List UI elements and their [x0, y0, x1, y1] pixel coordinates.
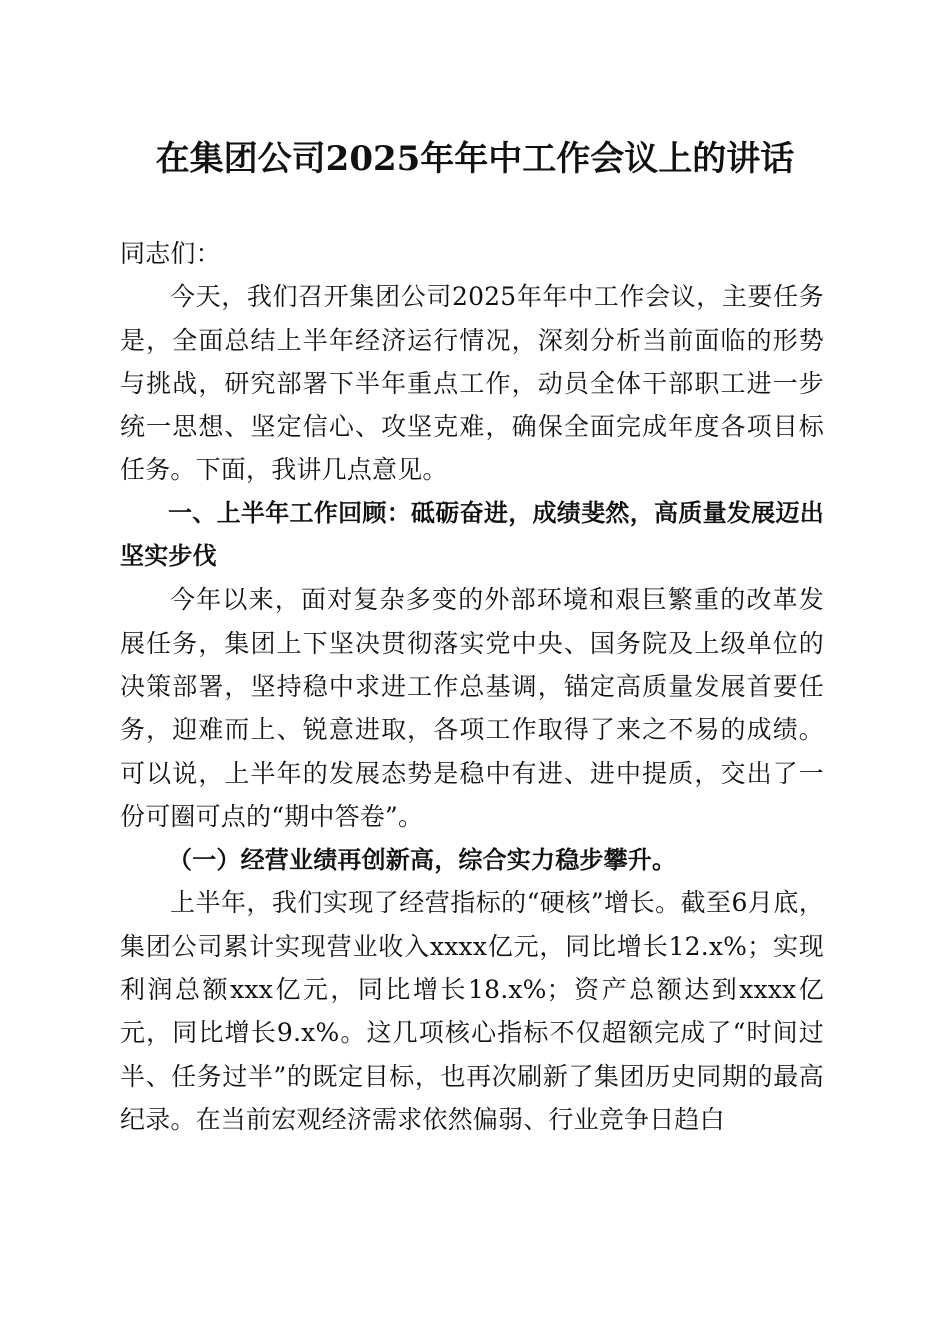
- intro-paragraph: 今天，我们召开集团公司2025年年中工作会议，主要任务是，全面总结上半年经济运行情况，深刻分析当前面临的形势与挑战，研究部署下半年重点工作，动员全体干部职工进一步统一思想、坚定信心、攻坚克难，确保全面完成年度各项目标任务。下面，我讲几点意见。: [120, 282, 824, 485]
- document-body: [120, 232, 824, 1141]
- subsection-1-paragraph: 上半年，我们实现了经营指标的“硬核”增长。截至6月底，集团公司累计实现营业收入xxxx亿元，同比增长12.x%；实现利润总额xxx亿元，同比增长18.x%；资产总额达到xxxx亿元，同比增长9.x%。这几项核心指标不仅超额完成了“时间过半、任务过半”的既定目标，也再次刷新了集团历史同期的最高纪录。在当前宏观经济需求依然偏弱、行业竞争日趋白: [120, 888, 824, 1134]
- document-title: 在集团公司2025年年中工作会议上的讲话: [155, 139, 795, 179]
- section-1-paragraph: 今年以来，面对复杂多变的外部环境和艰巨繁重的改革发展任务，集团上下坚决贯彻落实党中央、国务院及上级单位的决策部署，坚持稳中求进工作总基调，锚定高质量发展首要任务，迎难而上、锐意进取，各项工作取得了来之不易的成绩。可以说，上半年的发展态势是稳中有进、进中提质，交出了一份可圈可点的“期中答卷”。: [120, 585, 824, 831]
- salutation: 同志们：: [120, 239, 221, 268]
- section-heading-1: 一、上半年工作回顾：砥砺奋进，成绩斐然，高质量发展迈出坚实步伐: [120, 498, 824, 571]
- subsection-heading-1: （一）经营业绩再创新高，综合实力稳步攀升。: [168, 845, 677, 875]
